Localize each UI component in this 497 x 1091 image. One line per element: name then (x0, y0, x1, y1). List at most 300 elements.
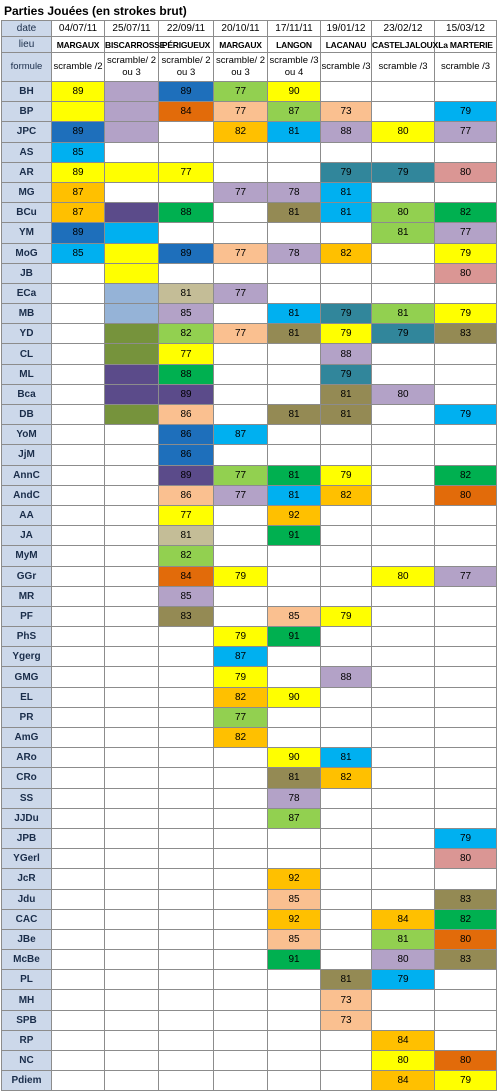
score-cell (372, 283, 435, 303)
score-cell: 89 (159, 243, 214, 263)
player-row (2, 344, 497, 364)
score-cell (105, 485, 159, 505)
player-name: Ygerg (2, 647, 52, 667)
score-cell (159, 849, 214, 869)
score-cell (268, 1071, 321, 1091)
score-cell (105, 384, 159, 404)
score-cell (105, 808, 159, 828)
score-cell: 81 (268, 304, 321, 324)
score-cell: 87 (268, 102, 321, 122)
score-cell (105, 728, 159, 748)
score-cell: 77 (214, 243, 268, 263)
score-cell (435, 1010, 497, 1030)
score-cell (372, 344, 435, 364)
score-cell (105, 465, 159, 485)
score-cell (52, 304, 105, 324)
score-cell (159, 647, 214, 667)
score-cell (321, 263, 372, 283)
score-cell: 80 (435, 162, 497, 182)
score-cell (214, 384, 268, 404)
player-name: JA (2, 526, 52, 546)
score-cell (214, 445, 268, 465)
score-cell (435, 748, 497, 768)
score-cell (372, 869, 435, 889)
score-cell (214, 223, 268, 243)
player-name: DB (2, 405, 52, 425)
score-cell (105, 526, 159, 546)
player-name: GGr (2, 566, 52, 586)
score-cell: 84 (372, 1030, 435, 1050)
score-cell: 81 (321, 748, 372, 768)
score-cell (105, 425, 159, 445)
score-cell (268, 162, 321, 182)
score-cell (321, 445, 372, 465)
score-cell (372, 606, 435, 626)
score-cell (435, 808, 497, 828)
date-label: date (2, 21, 52, 37)
score-cell: 81 (268, 203, 321, 223)
score-cell: 82 (159, 546, 214, 566)
score-cell (435, 788, 497, 808)
score-cell: 77 (159, 162, 214, 182)
player-name: JPB (2, 828, 52, 848)
score-cell (214, 828, 268, 848)
score-cell (159, 788, 214, 808)
player-row (2, 808, 497, 828)
score-cell: 90 (268, 687, 321, 707)
player-row (2, 909, 497, 929)
player-name: PR (2, 707, 52, 727)
player-name: MG (2, 182, 52, 202)
score-cell: 77 (214, 324, 268, 344)
lieu-row (2, 37, 497, 53)
score-cell: 82 (159, 324, 214, 344)
player-name: McBe (2, 950, 52, 970)
score-cell: 81 (372, 304, 435, 324)
score-cell: 77 (214, 485, 268, 505)
player-name: BP (2, 102, 52, 122)
player-name: AmG (2, 728, 52, 748)
score-cell (372, 364, 435, 384)
score-cell (105, 586, 159, 606)
score-cell (52, 405, 105, 425)
score-cell (105, 990, 159, 1010)
score-cell (372, 546, 435, 566)
score-cell (321, 546, 372, 566)
score-cell: 85 (52, 142, 105, 162)
score-cell: 89 (159, 465, 214, 485)
score-cell (435, 505, 497, 525)
score-cell: 84 (159, 102, 214, 122)
player-row (2, 647, 497, 667)
player-name: Bca (2, 384, 52, 404)
score-cell: 84 (372, 1071, 435, 1091)
score-cell (52, 102, 105, 122)
score-cell (52, 1051, 105, 1071)
score-cell (52, 606, 105, 626)
player-row (2, 788, 497, 808)
score-cell: 81 (268, 122, 321, 142)
score-cell (214, 1071, 268, 1091)
score-cell (435, 606, 497, 626)
score-cell (372, 505, 435, 525)
score-cell (435, 728, 497, 748)
score-cell: 80 (372, 1051, 435, 1071)
score-cell: 89 (52, 82, 105, 102)
score-cell: 79 (435, 304, 497, 324)
score-cell (52, 687, 105, 707)
event-formule: scramble /3 (321, 53, 372, 82)
score-cell: 79 (214, 627, 268, 647)
score-cell (52, 869, 105, 889)
player-name: AR (2, 162, 52, 182)
score-cell: 91 (268, 627, 321, 647)
score-cell (321, 788, 372, 808)
score-cell: 81 (159, 526, 214, 546)
score-cell (372, 768, 435, 788)
score-cell (52, 546, 105, 566)
score-cell (268, 828, 321, 848)
score-cell (372, 445, 435, 465)
score-cell (214, 768, 268, 788)
event-date: 20/10/11 (214, 21, 268, 37)
player-name: YM (2, 223, 52, 243)
score-cell (268, 1030, 321, 1050)
score-cell (105, 162, 159, 182)
score-cell (321, 909, 372, 929)
score-cell: 77 (214, 182, 268, 202)
score-cell (372, 263, 435, 283)
player-name: JJDu (2, 808, 52, 828)
score-cell (159, 929, 214, 949)
player-row (2, 929, 497, 949)
score-cell (105, 142, 159, 162)
player-row (2, 122, 497, 142)
score-cell (159, 1030, 214, 1050)
score-cell: 79 (435, 102, 497, 122)
score-cell (268, 566, 321, 586)
event-formule: scramble /3 ou 4 (268, 53, 321, 82)
event-lieu: LANGON (268, 37, 321, 53)
player-row (2, 445, 497, 465)
score-cell: 80 (435, 485, 497, 505)
score-cell (372, 485, 435, 505)
player-name: MyM (2, 546, 52, 566)
score-cell (435, 526, 497, 546)
score-cell: 77 (159, 505, 214, 525)
score-cell (372, 627, 435, 647)
player-row (2, 465, 497, 485)
score-cell: 86 (159, 405, 214, 425)
score-cell (321, 728, 372, 748)
player-name: RP (2, 1030, 52, 1050)
score-cell (372, 82, 435, 102)
player-row (2, 667, 497, 687)
score-cell (214, 505, 268, 525)
score-cell (159, 707, 214, 727)
score-cell: 82 (214, 122, 268, 142)
score-cell (52, 808, 105, 828)
score-cell: 77 (214, 707, 268, 727)
score-cell: 88 (321, 122, 372, 142)
score-cell: 85 (52, 243, 105, 263)
score-cell (105, 929, 159, 949)
score-cell: 87 (214, 425, 268, 445)
player-name: AndC (2, 485, 52, 505)
score-cell (105, 566, 159, 586)
player-row (2, 1051, 497, 1071)
score-cell: 84 (159, 566, 214, 586)
score-cell (52, 324, 105, 344)
player-name: ARo (2, 748, 52, 768)
score-cell (372, 849, 435, 869)
score-cell (268, 445, 321, 465)
player-row (2, 82, 497, 102)
score-cell (105, 546, 159, 566)
score-cell: 79 (435, 828, 497, 848)
score-cell (159, 748, 214, 768)
score-cell (52, 283, 105, 303)
score-cell (214, 909, 268, 929)
score-cell (214, 344, 268, 364)
score-cell (321, 869, 372, 889)
score-cell (372, 1010, 435, 1030)
score-cell (435, 283, 497, 303)
score-cell (52, 647, 105, 667)
score-cell (52, 344, 105, 364)
score-cell (105, 647, 159, 667)
score-cell: 79 (435, 243, 497, 263)
event-date: 04/07/11 (52, 21, 105, 37)
score-cell (105, 324, 159, 344)
score-cell: 79 (372, 324, 435, 344)
score-cell (372, 425, 435, 445)
score-cell: 83 (435, 950, 497, 970)
player-row (2, 828, 497, 848)
score-cell (268, 1010, 321, 1030)
player-row (2, 142, 497, 162)
score-cell (214, 990, 268, 1010)
score-cell (105, 869, 159, 889)
score-cell: 77 (214, 82, 268, 102)
score-cell (372, 728, 435, 748)
player-name: MB (2, 304, 52, 324)
score-cell (435, 1030, 497, 1050)
player-row (2, 505, 497, 525)
score-cell: 89 (52, 223, 105, 243)
score-cell (435, 142, 497, 162)
score-cell: 89 (159, 82, 214, 102)
score-cell: 86 (159, 425, 214, 445)
score-cell (372, 667, 435, 687)
score-cell (435, 344, 497, 364)
score-cell (105, 748, 159, 768)
scores-table (1, 20, 497, 1091)
score-cell (159, 263, 214, 283)
score-cell (52, 1071, 105, 1091)
player-row (2, 687, 497, 707)
player-name: JPC (2, 122, 52, 142)
score-cell: 82 (435, 909, 497, 929)
score-cell: 87 (52, 203, 105, 223)
score-cell (105, 364, 159, 384)
player-row (2, 405, 497, 425)
score-cell: 81 (372, 223, 435, 243)
player-row (2, 102, 497, 122)
score-cell (435, 182, 497, 202)
score-cell (159, 808, 214, 828)
score-cell (52, 748, 105, 768)
score-cell (435, 425, 497, 445)
score-cell (214, 606, 268, 626)
score-cell (52, 627, 105, 647)
score-cell (268, 283, 321, 303)
score-cell (105, 627, 159, 647)
score-cell (105, 849, 159, 869)
player-name: PF (2, 606, 52, 626)
player-name: SS (2, 788, 52, 808)
score-cell (321, 1071, 372, 1091)
score-cell (214, 869, 268, 889)
player-row (2, 990, 497, 1010)
event-lieu: MARGAUX (214, 37, 268, 53)
score-cell (214, 929, 268, 949)
score-cell (214, 788, 268, 808)
score-cell (372, 748, 435, 768)
score-cell (214, 1051, 268, 1071)
player-name: AA (2, 505, 52, 525)
score-cell (52, 929, 105, 949)
score-cell: 92 (268, 869, 321, 889)
score-cell (159, 667, 214, 687)
score-cell: 80 (435, 263, 497, 283)
score-cell: 79 (372, 970, 435, 990)
score-cell (214, 950, 268, 970)
score-cell: 87 (268, 808, 321, 828)
score-cell (105, 828, 159, 848)
score-cell (159, 627, 214, 647)
score-cell: 78 (268, 243, 321, 263)
score-cell (268, 425, 321, 445)
score-cell (321, 929, 372, 949)
score-cell (159, 768, 214, 788)
score-cell: 73 (321, 990, 372, 1010)
player-name: CAC (2, 909, 52, 929)
score-cell (214, 526, 268, 546)
score-cell: 77 (435, 223, 497, 243)
score-cell: 83 (159, 606, 214, 626)
score-cell (435, 586, 497, 606)
score-cell (214, 405, 268, 425)
player-row (2, 627, 497, 647)
score-cell (435, 647, 497, 667)
score-cell (105, 1030, 159, 1050)
player-name: CL (2, 344, 52, 364)
score-cell: 79 (372, 162, 435, 182)
score-cell: 88 (321, 344, 372, 364)
score-cell (52, 849, 105, 869)
score-cell (105, 304, 159, 324)
score-cell (372, 788, 435, 808)
score-cell (435, 364, 497, 384)
event-lieu: CASTELJALOUX (372, 37, 435, 53)
score-cell (372, 889, 435, 909)
score-cell (372, 465, 435, 485)
player-name: YGerl (2, 849, 52, 869)
score-cell: 79 (321, 324, 372, 344)
score-cell: 82 (321, 243, 372, 263)
player-row (2, 566, 497, 586)
score-cell (52, 788, 105, 808)
score-cell: 79 (435, 1071, 497, 1091)
event-formule: scramble /2 (52, 53, 105, 82)
score-cell: 77 (435, 122, 497, 142)
score-cell: 79 (435, 405, 497, 425)
score-cell (435, 990, 497, 1010)
score-cell: 81 (321, 182, 372, 202)
score-cell (159, 869, 214, 889)
score-cell (159, 1071, 214, 1091)
score-cell (435, 546, 497, 566)
player-name: EL (2, 687, 52, 707)
score-cell (159, 182, 214, 202)
score-cell: 83 (435, 889, 497, 909)
score-cell (435, 627, 497, 647)
score-cell (105, 1051, 159, 1071)
score-cell (105, 243, 159, 263)
score-cell: 82 (321, 485, 372, 505)
score-cell (214, 263, 268, 283)
player-name: ML (2, 364, 52, 384)
player-row (2, 1010, 497, 1030)
score-cell (105, 768, 159, 788)
score-cell: 81 (268, 485, 321, 505)
score-cell (435, 768, 497, 788)
score-cell (52, 950, 105, 970)
score-cell (52, 263, 105, 283)
score-cell (372, 142, 435, 162)
score-cell (105, 1071, 159, 1091)
score-cell: 82 (214, 728, 268, 748)
player-row (2, 283, 497, 303)
player-name: MR (2, 586, 52, 606)
score-cell (159, 990, 214, 1010)
score-cell (372, 586, 435, 606)
score-cell (321, 687, 372, 707)
score-cell (268, 1051, 321, 1071)
score-cell (159, 828, 214, 848)
score-cell (159, 950, 214, 970)
score-cell (214, 546, 268, 566)
score-cell: 89 (159, 384, 214, 404)
score-cell (159, 687, 214, 707)
score-cell (105, 950, 159, 970)
player-row (2, 546, 497, 566)
score-cell: 84 (372, 909, 435, 929)
score-cell: 91 (268, 526, 321, 546)
score-cell: 86 (159, 485, 214, 505)
score-cell (52, 586, 105, 606)
score-cell (321, 223, 372, 243)
score-cell (321, 142, 372, 162)
score-cell (321, 425, 372, 445)
player-row (2, 324, 497, 344)
score-cell (214, 586, 268, 606)
score-cell (268, 223, 321, 243)
score-cell (268, 384, 321, 404)
score-cell (372, 243, 435, 263)
score-cell: 81 (268, 405, 321, 425)
